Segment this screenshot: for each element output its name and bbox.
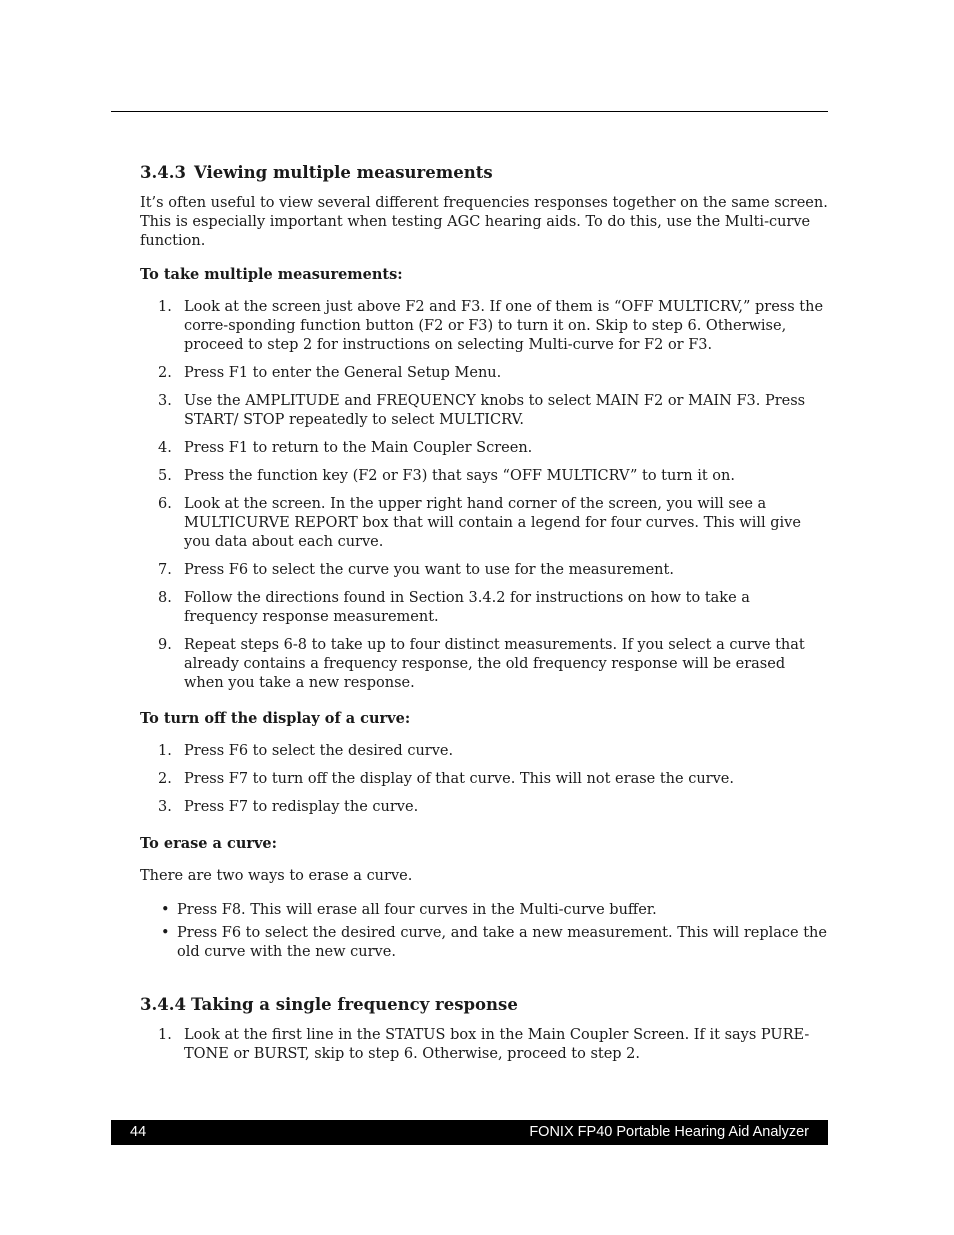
bullet-text: Press F8. This will erase all four curves in the Multi-curve buffer. bbox=[177, 902, 657, 918]
step-text: Press F7 to redisplay the curve. bbox=[184, 799, 419, 815]
section-number: 3.4.3 bbox=[140, 163, 186, 182]
list-item: 5. Press the function key (F2 or F3) that says “OFF MULTICRV” to turn it on. bbox=[158, 468, 735, 484]
subheading-take-multiple: To take multiple measurements: bbox=[140, 266, 403, 283]
step-text: Press F6 to select the desired curve. bbox=[184, 743, 454, 759]
step-text: Use the AMPLITUDE and FREQUENCY knobs to select MAIN F2 or MAIN F3. Press START/ STOP repeatedly to select MULTICRV. bbox=[184, 393, 806, 428]
step-text: Repeat steps 6-8 to take up to four distinct measurements. If you select a curve that already contains a frequency response, the old frequency response will be erased when you take a new response. bbox=[184, 637, 805, 691]
erase-intro: There are two ways to erase a curve. bbox=[140, 868, 413, 884]
step-text: Look at the screen just above F2 and F3. If one of them is “OFF MULTICRV,” press the corre-sponding function button (F2 or F3) to turn it on. Skip to step 6. Otherwise, proceed to step 2 for instructions on selecting Multi-curve for F2 or F3. bbox=[184, 299, 824, 353]
section-title: Viewing multiple measurements bbox=[193, 163, 493, 182]
bullet-text: Press F6 to select the desired curve, and take a new measurement. This will replace the old curve with the new curve. bbox=[177, 925, 827, 960]
list-item bbox=[140, 924, 828, 962]
single-response-steps-list bbox=[140, 1026, 828, 1064]
list-item: 2. Press F7 to turn off the display of that curve. This will not erase the curve. bbox=[158, 771, 734, 787]
section-intro: It’s often useful to view several different frequencies responses together on the same screen. This is especially important when testing AGC hearing aids. To do this, use the Multi-curve function. bbox=[140, 195, 828, 249]
section-number: 3.4.4 bbox=[140, 995, 186, 1014]
list-item: 1. Look at the screen just above F2 and F3. If one of them is “OFF MULTICRV,” press the corre-sponding function button (F2 or F3) to turn it on. Skip to step 6. Otherwise, proceed to step 2 for instructions on selecting Multi-curve for F2 or F3. bbox=[158, 299, 824, 353]
step-text: Press F6 to select the curve you want to use for the measurement. bbox=[184, 562, 674, 578]
step-text: Press F1 to enter the General Setup Menu. bbox=[184, 365, 502, 381]
step-text: Press the function key (F2 or F3) that says “OFF MULTICRV” to turn it on. bbox=[184, 468, 735, 484]
step-text: Follow the directions found in Section 3.4.2 for instructions on how to take a frequency response measurement. bbox=[184, 590, 750, 625]
list-item: 2. Press F1 to enter the General Setup Menu. bbox=[158, 365, 502, 381]
list-item bbox=[140, 901, 828, 920]
take-steps-list bbox=[140, 298, 828, 693]
footer-title: FONIX FP40 Portable Hearing Aid Analyzer bbox=[529, 1124, 809, 1140]
header-rule bbox=[111, 111, 828, 112]
page-content bbox=[140, 162, 828, 1073]
step-text: Look at the first line in the STATUS box in the Main Coupler Screen. If it says PURE-TONE or BURST, skip to step 6. Otherwise, proceed to step 2. bbox=[184, 1027, 810, 1062]
list-item: 4. Press F1 to return to the Main Coupler Screen. bbox=[158, 440, 533, 456]
step-text: Press F1 to return to the Main Coupler Screen. bbox=[184, 440, 533, 456]
bullet-icon: • bbox=[161, 925, 170, 941]
erase-bullets-list bbox=[140, 901, 828, 962]
list-item: 1. Press F6 to select the desired curve. bbox=[158, 743, 454, 759]
turnoff-steps-list bbox=[140, 742, 828, 817]
bullet-icon: • bbox=[161, 902, 170, 918]
section-title: Taking a single frequency response bbox=[190, 995, 518, 1014]
subheading-turn-off: To turn off the display of a curve: bbox=[140, 710, 411, 727]
section-heading-3-4-3 bbox=[140, 162, 828, 184]
list-item: 3. Use the AMPLITUDE and FREQUENCY knobs to select MAIN F2 or MAIN F3. Press START/ STOP repeatedly to select MULTICRV. bbox=[158, 393, 806, 428]
list-item: 7. Press F6 to select the curve you want to use for the measurement. bbox=[158, 562, 674, 578]
list-item: 8. Follow the directions found in Section 3.4.2 for instructions on how to take a frequency response measurement. bbox=[158, 590, 750, 625]
list-item: 1. Look at the first line in the STATUS box in the Main Coupler Screen. If it says PURE-TONE or BURST, skip to step 6. Otherwise, proceed to step 2. bbox=[158, 1027, 810, 1062]
step-text: Look at the screen. In the upper right hand corner of the screen, you will see a MULTICURVE REPORT box that will contain a legend for four curves. This will give you data about each curve. bbox=[184, 496, 801, 550]
list-item: 9. Repeat steps 6-8 to take up to four distinct measurements. If you select a curve that already contains a frequency response, the old frequency response will be erased when you take a new response. bbox=[158, 637, 805, 691]
step-text: Press F7 to turn off the display of that curve. This will not erase the curve. bbox=[184, 771, 734, 787]
list-item: 3. Press F7 to redisplay the curve. bbox=[158, 799, 419, 815]
section-heading-3-4-4 bbox=[140, 994, 828, 1016]
list-item: 6. Look at the screen. In the upper right hand corner of the screen, you will see a MULTICURVE REPORT box that will contain a legend for four curves. This will give you data about each curve. bbox=[158, 496, 801, 550]
page-number: 44 bbox=[130, 1124, 147, 1140]
subheading-erase: To erase a curve: bbox=[140, 835, 277, 852]
footer-bar bbox=[111, 1120, 828, 1145]
